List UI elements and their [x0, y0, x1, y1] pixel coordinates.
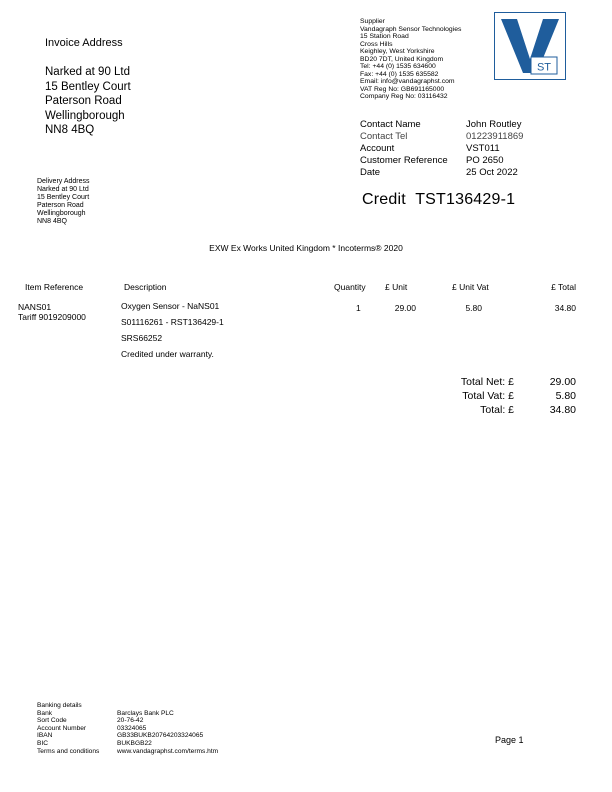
supplier-line: Tel: +44 (0) 1535 634600	[360, 63, 436, 70]
incoterms: EXW Ex Works United Kingdom * Incoterms® 2020	[209, 243, 403, 253]
bank-value: Barclays Bank PLC	[117, 709, 174, 717]
item-tariff: Tariff 9019209000	[18, 312, 86, 322]
delivery-address-line: 15 Bentley Court	[37, 193, 90, 201]
document-number: TST136429-1	[415, 191, 516, 208]
invoice-address-line: Wellingborough	[45, 109, 125, 122]
unit-vat-cell: 5.80	[465, 303, 482, 313]
total-vat-label: Total Vat: £	[462, 390, 514, 402]
item-reference: NANS01	[18, 302, 52, 312]
account-value: VST011	[466, 143, 500, 154]
totals-values	[520, 375, 576, 417]
supplier-line: Cross Hills	[360, 40, 393, 48]
header-description: Description	[124, 282, 167, 292]
total-net-value: 29.00	[549, 376, 576, 388]
supplier-line: VAT Reg No: GB691165000	[360, 85, 445, 93]
contact-tel-value: 01223911869	[466, 131, 524, 142]
delivery-address-line: Paterson Road	[37, 201, 84, 209]
supplier-line: Supplier	[360, 18, 385, 25]
invoice-address	[45, 65, 131, 138]
unit-cell: 29.00	[394, 303, 416, 313]
banking-labels	[37, 710, 99, 756]
item-reference-cell	[18, 302, 86, 322]
bic-label: BIC	[37, 739, 48, 747]
invoice-address-line: Narked at 90 Ltd	[45, 66, 131, 78]
iban-label: IBAN	[37, 732, 53, 740]
terms-link[interactable]: www.vandagraphst.com/terms.htm	[117, 747, 219, 755]
total-vat-value: 5.80	[555, 390, 576, 402]
supplier-line: Fax: +44 (0) 1535 635582	[360, 70, 439, 78]
logo-graphic	[495, 13, 565, 79]
description-line: Oxygen Sensor - NaNS01	[121, 301, 220, 311]
date-label: Date	[360, 167, 381, 178]
logo-st-text: ST	[536, 61, 552, 74]
sort-code-label: Sort Code	[37, 717, 67, 725]
delivery-address-label: Delivery Address	[37, 178, 90, 185]
contact-name-value: John Routley	[466, 119, 522, 130]
terms-label: Terms and conditions	[37, 747, 100, 755]
supplier-block	[360, 18, 461, 101]
invoice-address-label: Invoice Address	[45, 37, 123, 49]
header-total: £ Total	[551, 282, 576, 292]
contact-tel-label: Contact Tel	[360, 131, 408, 142]
delivery-address-line: NN8 4BQ	[37, 217, 67, 225]
delivery-address-line: Wellingborough	[37, 209, 86, 217]
banking-heading: Banking details	[37, 702, 82, 709]
document-title	[362, 191, 515, 209]
contact-name-label: Contact Name	[360, 119, 421, 130]
header-unit: £ Unit	[385, 282, 408, 292]
header-item-reference: Item Reference	[25, 282, 84, 292]
total-cell: 34.80	[554, 303, 576, 313]
description-line: SRS66252	[121, 333, 163, 343]
delivery-address	[37, 178, 90, 225]
bic-value: BUKBGB22	[117, 739, 152, 747]
supplier-line: BD20 7DT, United Kingdom	[360, 55, 444, 63]
invoice-address-line: Paterson Road	[45, 95, 122, 108]
page-number: Page 1	[495, 735, 524, 745]
contact-values	[466, 119, 523, 179]
delivery-address-line: Narked at 90 Ltd	[37, 185, 89, 193]
supplier-line: 15 Station Road	[360, 33, 409, 40]
customer-reference-label: Customer Reference	[360, 155, 448, 166]
customer-reference-value: PO 2650	[466, 155, 504, 166]
invoice-address-line: NN8 4BQ	[45, 124, 95, 137]
total-net-label: Total Net: £	[460, 376, 514, 388]
supplier-line: Company Reg No: 03116432	[360, 93, 448, 100]
description-line: S01116261 - RST136429-1	[121, 317, 224, 327]
supplier-line: Email: info@vandagraphst.com	[360, 78, 455, 85]
description-cell	[121, 298, 224, 362]
quantity-cell: 1	[356, 303, 361, 313]
date-value: 25 Oct 2022	[466, 167, 518, 178]
account-number-label: Account Number	[37, 724, 87, 732]
totals-labels	[430, 375, 514, 417]
sort-code-value: 20-76-42	[117, 717, 144, 725]
total-value: 34.80	[549, 404, 576, 416]
supplier-line: Vandagraph Sensor Technologies	[360, 25, 462, 33]
iban-value: GB33BUKB20764203324065	[117, 732, 204, 740]
header-quantity: Quantity	[334, 282, 366, 292]
total-label: Total: £	[480, 404, 514, 416]
invoice-address-line: 15 Bentley Court	[45, 80, 131, 93]
supplier-line: Keighley, West Yorkshire	[360, 48, 435, 55]
header-unit-vat: £ Unit Vat	[452, 282, 489, 292]
account-number-value: 03324065	[117, 724, 147, 732]
document-type: Credit	[362, 191, 406, 208]
company-logo	[494, 12, 566, 80]
description-line: Credited under warranty.	[121, 349, 214, 359]
account-label: Account	[360, 143, 395, 154]
contact-labels	[360, 119, 448, 179]
bank-label: Bank	[37, 709, 53, 717]
banking-values	[117, 710, 218, 756]
